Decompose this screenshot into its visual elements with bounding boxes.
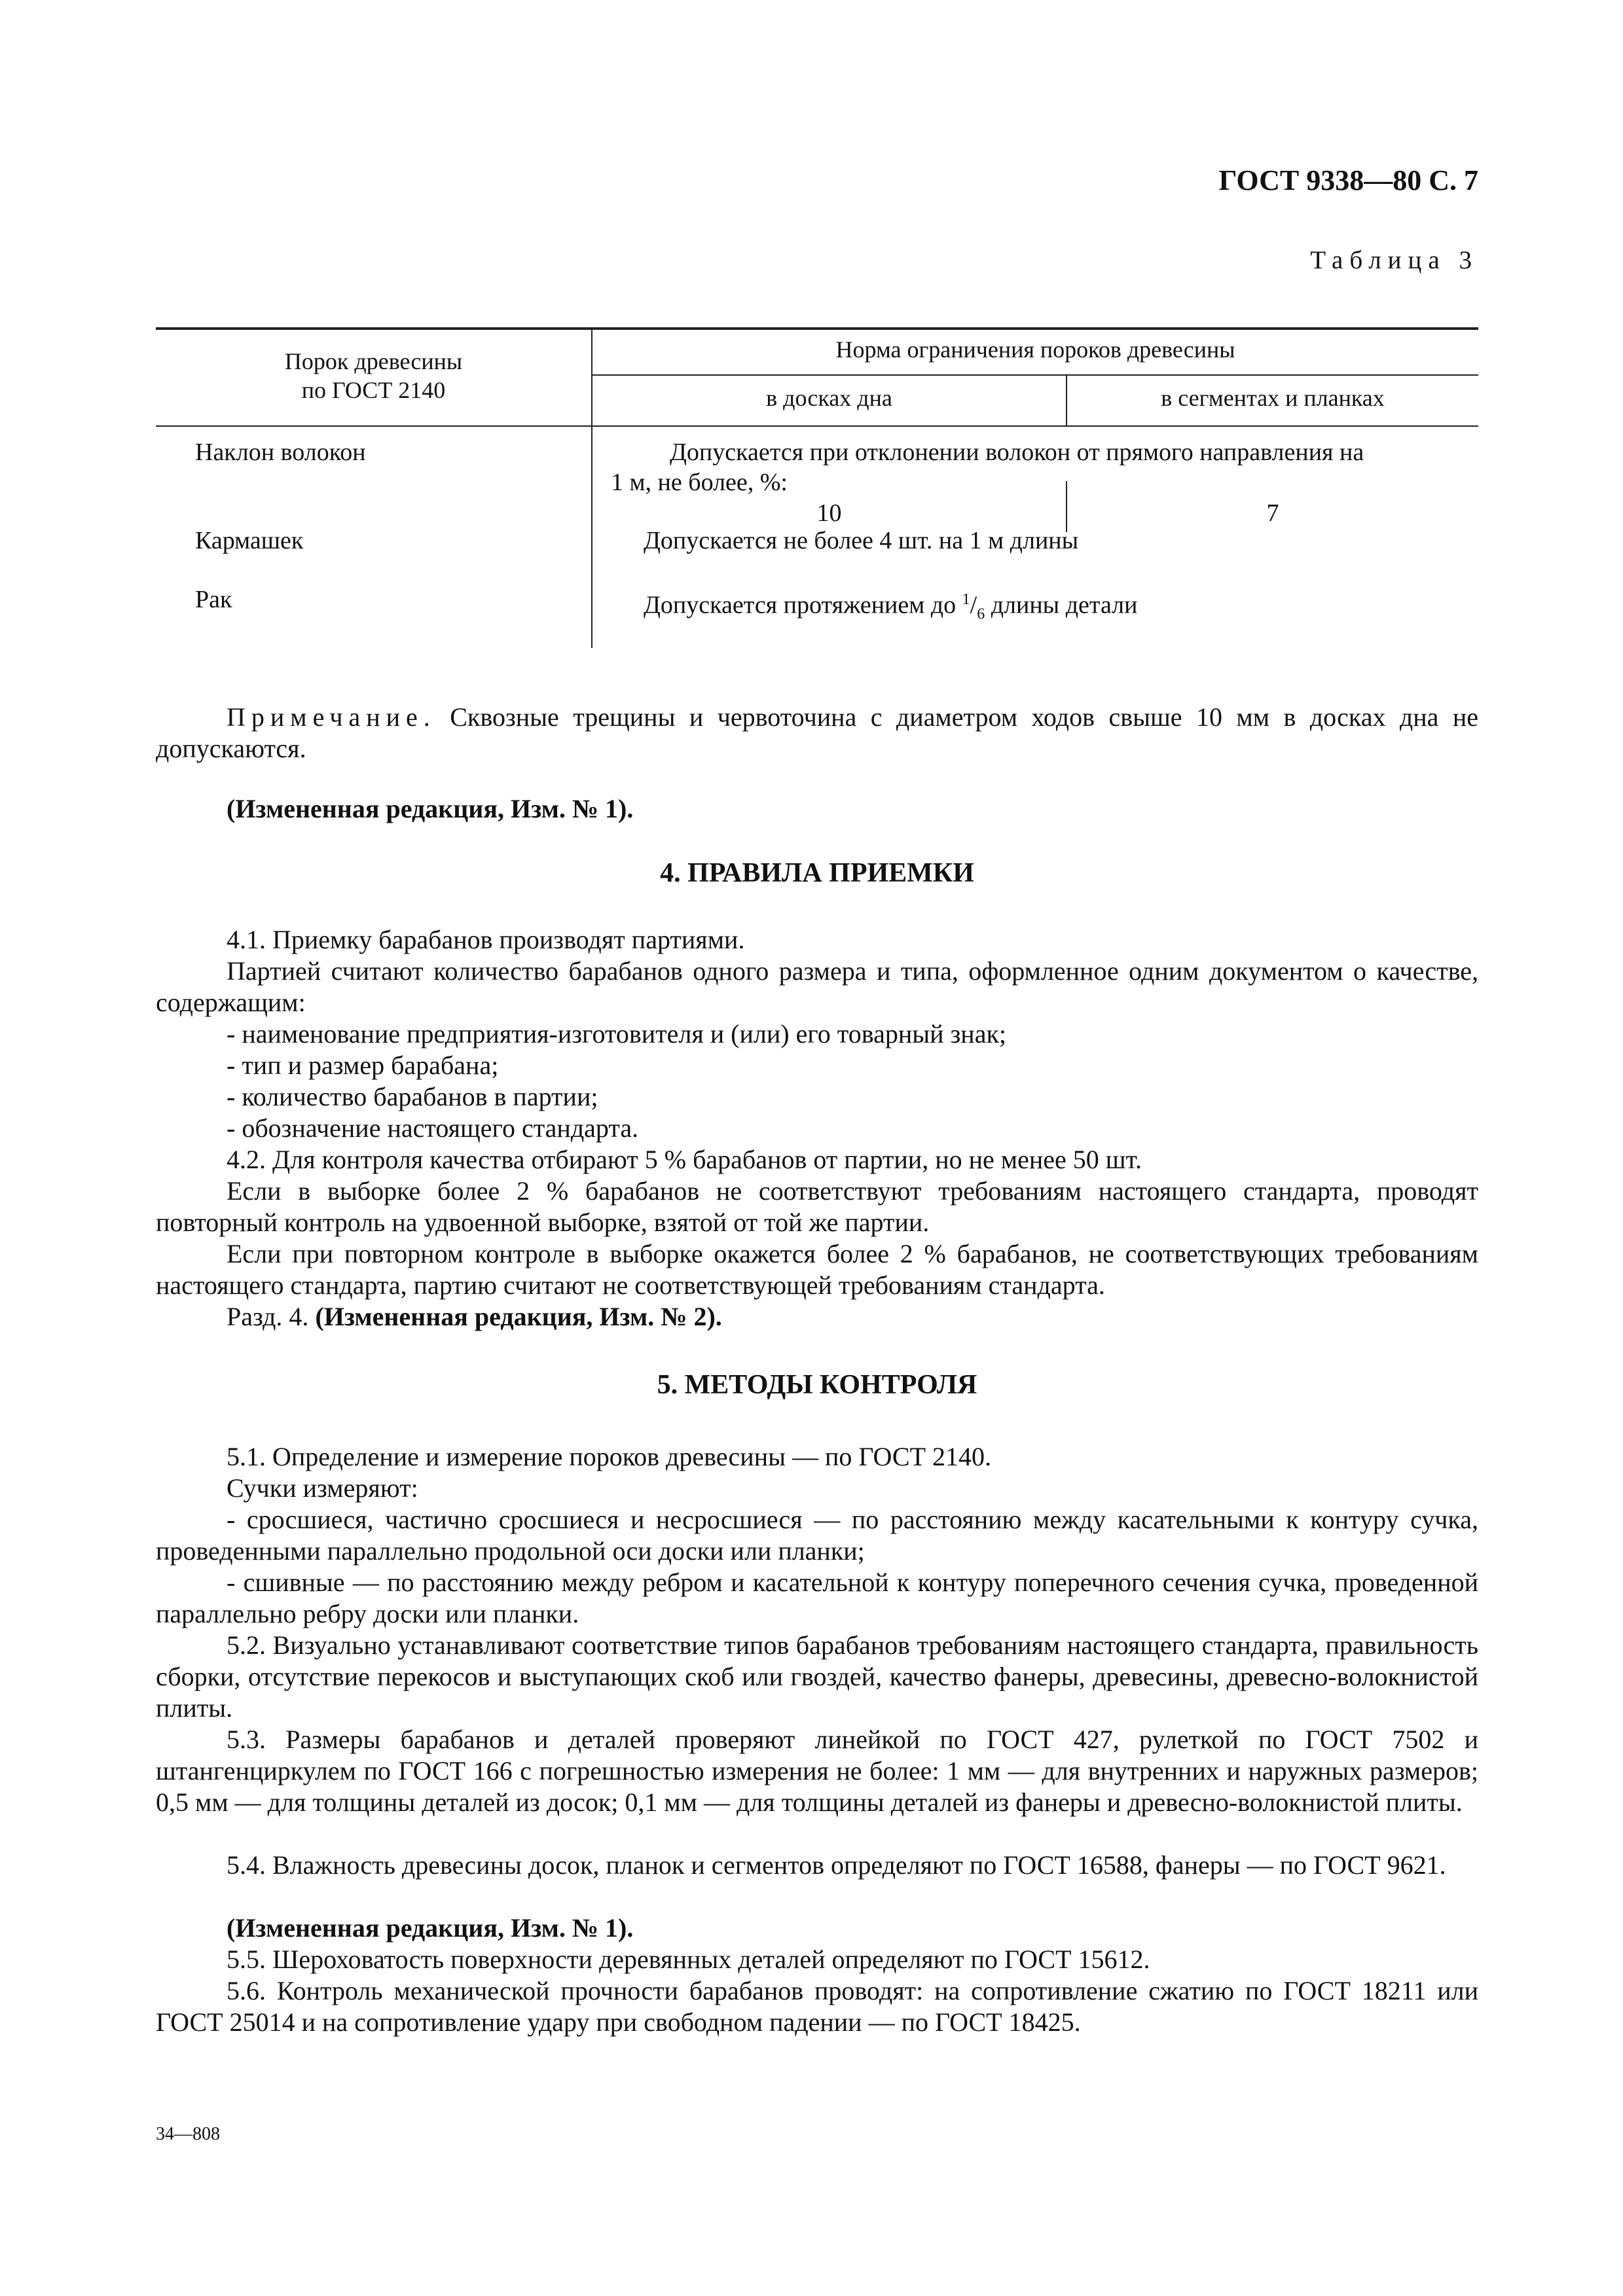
paragraph: 5.6. Контроль механической прочности барабанов проводят: на сопротивление сжатию по ГОСТ 18211 или ГОСТ 25014 и на сопротивление удару при свободном падении — по ГОСТ 18425. xyxy=(156,1976,1478,2037)
paragraph: 5.4. Влажность древесины досок, планок и сегментов определяют по ГОСТ 16588, фанеры — по ГОСТ 9621. xyxy=(227,1850,1446,1880)
section-5-title: 5. МЕТОДЫ КОНТРОЛЯ xyxy=(657,1370,977,1400)
paragraph: 4.1. Приемку барабанов производят партиями. xyxy=(227,925,745,954)
row-norm: Допускается протяжением до $^1/_6$ длины детали xyxy=(644,591,1138,623)
table-header-bottom-rule xyxy=(156,425,1478,427)
document-page xyxy=(156,0,1478,2296)
paragraph: Если в выборке более 2 % барабанов не соответствуют требованиям настоящего стандарта, проводят повторный контроль на удвоенной выборке, взятой от той же партии. xyxy=(156,1176,1478,1237)
paragraph: Сучки измеряют: xyxy=(227,1473,418,1503)
paragraph: - сшивные — по расстоянию между ребром и касательной к контуру поперечного сечения сучка, проведенной параллельно ребру доски или планки. xyxy=(156,1568,1478,1628)
row-defect: Наклон волокон xyxy=(195,439,366,466)
list-item: - наименование предприятия-изготовителя и (или) его товарный знак; xyxy=(227,1019,1007,1049)
list-item: - обозначение настоящего стандарта. xyxy=(227,1113,639,1143)
paragraph: 5.3. Размеры барабанов и деталей проверяют линейкой по ГОСТ 427, рулеткой по ГОСТ 7502 и штангенциркулем по ГОСТ 166 с погрешностью измерения не более: 1 мм — для внутренних и наружных размеров; 0,5 мм — для толщины деталей из досок; 0,1 мм — для толщины деталей из фанеры и древесно-волокнистой плиты. xyxy=(156,1725,1478,1817)
defects-table xyxy=(156,327,1478,648)
value-boards: 10 xyxy=(816,499,842,527)
col3-header: в сегментах и планках xyxy=(1161,385,1385,411)
amendment-note: (Измененная редакция, Изм. № 1). xyxy=(227,1913,634,1943)
paragraph: - сросшиеся, частично сросшиеся и несросшиеся — по расстоянию между касательными к контуру сучка, проведенными параллельно продольной оси доски или планки; xyxy=(156,1505,1478,1566)
paragraph: 4.2. Для контроля качества отбирают 5 % барабанов от партии, но не менее 50 шт. xyxy=(227,1145,1142,1174)
table-top-rule xyxy=(156,327,1478,330)
table-subheader-rule xyxy=(591,374,1478,376)
row-defect: Кармашек xyxy=(195,527,304,554)
row-defect: Рак xyxy=(195,586,232,613)
table-label: Таблица 3 xyxy=(1310,246,1478,274)
col1-header: Порок древесины по ГОСТ 2140 xyxy=(284,348,463,403)
paragraph: 5.5. Шероховатость поверхности деревянных деталей определяют по ГОСТ 15612. xyxy=(227,1945,1150,1974)
amendment-note: Разд. 4. (Измененная редакция, Изм. № 2). xyxy=(227,1302,722,1331)
section-4-title: 4. ПРАВИЛА ПРИЕМКИ xyxy=(660,858,974,888)
paragraph: Если при повторном контроле в выборке окажется более 2 % барабанов, не соответствующих требованиям настоящего стандарта, партию считают не соответствующей требованиям стандарта. xyxy=(156,1239,1478,1300)
row-norm: Допускается при отклонении волокон от прямого направления на 1 м, не более, %: xyxy=(611,439,1364,496)
value-segments: 7 xyxy=(1266,499,1279,527)
paragraph: 5.1. Определение и измерение пороков древесины — по ГОСТ 2140. xyxy=(227,1442,992,1471)
group-header: Норма ограничения пороков древесины xyxy=(835,336,1235,363)
row-norm: Допускается не более 4 шт. на 1 м длины xyxy=(644,527,1079,554)
list-item: - количество барабанов в партии; xyxy=(227,1082,598,1111)
table-note: Примечание. Сквозные трещины и червоточина с диаметром ходов свыше 10 мм в досках дна не допускаются. xyxy=(156,702,1478,763)
col2-header: в досках дна xyxy=(766,385,892,411)
amendment-note: (Измененная редакция, Изм. № 1). xyxy=(227,794,634,823)
paragraph: 5.2. Визуально устанавливают соответствие типов барабанов требованиям настоящего стандарта, правильность сборки, отсутствие перекосов и выступающих скоб или гвоздей, качество фанеры, древесины, древесно-волокнистой плиты. xyxy=(156,1630,1478,1723)
page-footer-code: 34—808 xyxy=(156,2124,220,2144)
paragraph: Партией считают количество барабанов одного размера и типа, оформленное одним документом о качестве, содержащим: xyxy=(156,956,1478,1017)
list-item: - тип и размер барабана; xyxy=(227,1050,499,1080)
page-header: ГОСТ 9338—80 С. 7 xyxy=(1218,164,1478,196)
